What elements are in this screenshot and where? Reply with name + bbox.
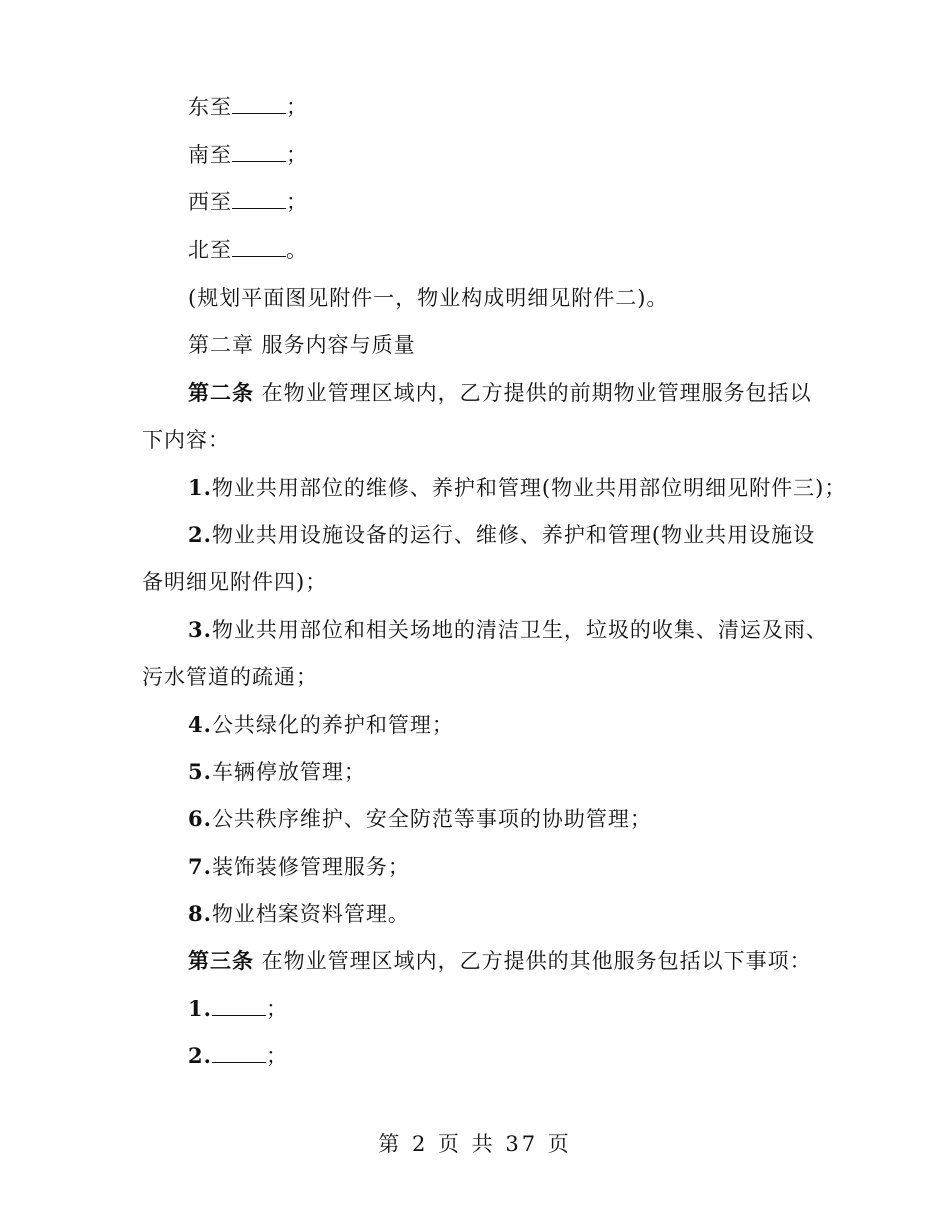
article-2-line-2: 下内容：: [142, 428, 230, 452]
boundary-east-end: ；: [286, 95, 308, 119]
item-text: 车辆停放管理；: [211, 760, 366, 784]
fill-blank: [232, 95, 286, 114]
item-end: ；: [265, 1044, 288, 1068]
boundary-west-label: 西至: [188, 190, 232, 214]
item-number: 5.: [188, 759, 212, 784]
list-item-4: [188, 711, 454, 739]
item-number: 4.: [188, 712, 212, 737]
article-2-line-1: [188, 379, 812, 407]
list-item-3: [188, 616, 828, 644]
item-text: 物业共用部位和相关场地的清洁卫生，垃圾的收集、清运及雨、: [211, 618, 828, 642]
list-item-2: [188, 521, 815, 549]
article-heading: 第三条: [188, 948, 254, 973]
list-item-3-cont: 污水管道的疏通；: [142, 665, 318, 689]
boundary-south-label: 南至: [188, 143, 232, 167]
list-item-6: [188, 805, 652, 833]
boundary-east-label: 东至: [188, 95, 232, 119]
article-text: 在物业管理区域内，乙方提供的前期物业管理服务包括以: [254, 381, 812, 405]
fill-blank: [232, 190, 286, 209]
boundary-north-label: 北至: [188, 238, 232, 262]
boundary-north: [188, 236, 308, 264]
other-item-2: [188, 1042, 288, 1070]
list-item-8: [188, 900, 410, 928]
item-number: 1.: [188, 996, 212, 1021]
list-item-1: [188, 474, 846, 502]
boundary-south-end: ；: [286, 143, 308, 167]
item-number: 2.: [188, 522, 212, 547]
item-number: 6.: [188, 806, 212, 831]
boundary-east: [188, 93, 308, 121]
item-number: 2.: [188, 1043, 212, 1068]
fill-blank: [212, 997, 266, 1016]
attachment-note: (规划平面图见附件一，物业构成明细见附件二)。: [188, 286, 669, 310]
fill-blank: [212, 1044, 266, 1063]
list-item-5: [188, 758, 366, 786]
list-item-7: [188, 853, 410, 881]
item-end: ；: [265, 997, 288, 1021]
chapter-title: 第二章 服务内容与质量: [188, 333, 416, 357]
item-text: 物业档案资料管理。: [211, 902, 410, 926]
boundary-west-end: ；: [286, 190, 308, 214]
item-number: 1.: [188, 475, 212, 500]
item-text: 物业共用设施设备的运行、维修、养护和管理(物业共用设施设: [211, 523, 816, 547]
item-number: 7.: [188, 854, 212, 879]
item-text: 装饰装修管理服务；: [211, 855, 410, 879]
boundary-south: [188, 141, 308, 169]
other-item-1: [188, 995, 288, 1023]
article-text: 在物业管理区域内，乙方提供的其他服务包括以下事项：: [254, 949, 812, 973]
item-number: 3.: [188, 617, 212, 642]
fill-blank: [232, 143, 286, 162]
boundary-west: [188, 188, 308, 216]
item-text: 公共绿化的养护和管理；: [211, 713, 454, 737]
article-heading: 第二条: [188, 380, 254, 405]
page-footer: 第 2 页 共 37 页: [378, 1132, 572, 1156]
article-3-line-1: [188, 947, 812, 975]
boundary-north-end: 。: [286, 238, 308, 262]
item-number: 8.: [188, 901, 212, 926]
list-item-2-cont: 备明细见附件四)；: [142, 570, 328, 594]
item-text: 物业共用部位的维修、养护和管理(物业共用部位明细见附件三)；: [211, 476, 847, 500]
item-text: 公共秩序维护、安全防范等事项的协助管理；: [211, 807, 652, 831]
fill-blank: [232, 238, 286, 257]
